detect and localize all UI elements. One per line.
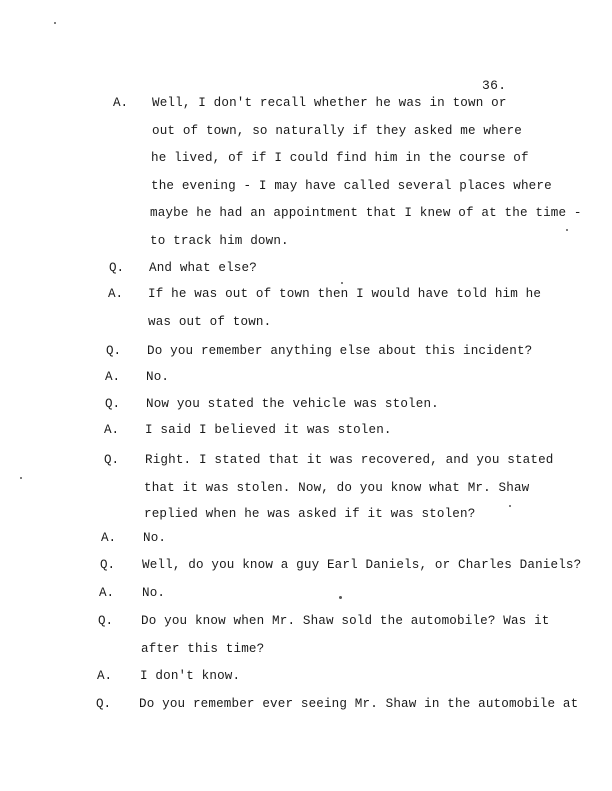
scan-speck <box>339 596 342 599</box>
transcript-line: No. <box>146 370 170 384</box>
transcript-line: the evening - I may have called several places where <box>151 179 552 193</box>
scan-speck <box>54 22 56 24</box>
speaker-label: Q. <box>100 558 116 572</box>
speaker-label: Q. <box>104 453 120 467</box>
speaker-label: A. <box>108 287 124 301</box>
transcript-line: Do you remember anything else about this incident? <box>147 344 533 358</box>
transcript-line: I said I believed it was stolen. <box>145 423 392 437</box>
scan-speck <box>20 477 22 479</box>
speaker-label: Q. <box>98 614 114 628</box>
speaker-label: A. <box>99 586 115 600</box>
transcript-line: was out of town. <box>148 315 272 329</box>
speaker-label: A. <box>104 423 120 437</box>
transcript-line: maybe he had an appointment that I knew of at the time - <box>150 206 582 220</box>
transcript-line: No. <box>142 586 166 600</box>
transcript-line: I don't know. <box>140 669 241 683</box>
scan-speck <box>509 505 511 507</box>
transcript-line: No. <box>143 531 167 545</box>
transcript-line: Well, I don't recall whether he was in town or <box>152 96 507 110</box>
speaker-label: A. <box>113 96 129 110</box>
transcript-line: to track him down. <box>150 234 289 248</box>
scan-speck <box>341 282 343 284</box>
transcript-line: after this time? <box>141 642 265 656</box>
transcript-line: that it was stolen. Now, do you know what Mr. Shaw <box>144 481 530 495</box>
transcript-line: out of town, so naturally if they asked me where <box>152 124 522 138</box>
speaker-label: A. <box>97 669 113 683</box>
speaker-label: Q. <box>105 397 121 411</box>
speaker-label: Q. <box>109 261 125 275</box>
transcript-line: Do you remember ever seeing Mr. Shaw in the automobile at <box>139 697 579 711</box>
transcript-line: Do you know when Mr. Shaw sold the automobile? Was it <box>141 614 550 628</box>
speaker-label: A. <box>101 531 117 545</box>
transcript-line: Well, do you know a guy Earl Daniels, or Charles Daniels? <box>142 558 582 572</box>
transcript-line: he lived, of if I could find him in the course of <box>151 151 529 165</box>
scan-speck <box>566 229 568 231</box>
speaker-label: Q. <box>96 697 112 711</box>
speaker-label: Q. <box>106 344 122 358</box>
transcript-line: replied when he was asked if it was stolen? <box>144 507 476 521</box>
transcript-line: Right. I stated that it was recovered, and you stated <box>145 453 554 467</box>
page-number: 36. <box>482 78 507 93</box>
transcript-line: And what else? <box>149 261 257 275</box>
transcript-line: If he was out of town then I would have told him he <box>148 287 542 301</box>
speaker-label: A. <box>105 370 121 384</box>
transcript-line: Now you stated the vehicle was stolen. <box>146 397 439 411</box>
